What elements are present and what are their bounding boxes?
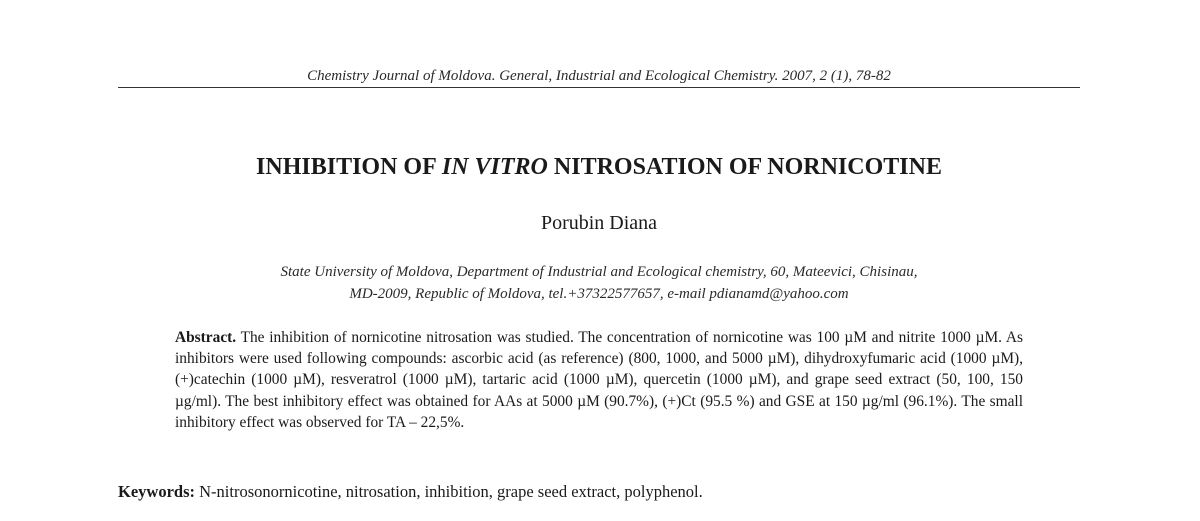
affiliation-line-1: State University of Moldova, Department of Industrial and Ecological chemistry, 60, Mateevici, Chisinau, xyxy=(280,264,918,280)
title-suffix: NITROSATION OF NORNICOTINE xyxy=(547,154,942,180)
keywords-text: N-nitrosonornicotine, nitrosation, inhibition, grape seed extract, polyphenol. xyxy=(195,482,703,501)
title-italic: IN VITRO xyxy=(441,154,548,180)
author-name: Porubin Diana xyxy=(540,212,658,234)
abstract-label: Abstract. xyxy=(175,329,237,346)
keywords-line xyxy=(118,481,1080,503)
author-affiliation xyxy=(150,261,1048,305)
keywords-label: Keywords: xyxy=(118,482,195,501)
title-prefix: INHIBITION OF xyxy=(256,154,442,180)
paper-title xyxy=(118,152,1080,182)
journal-running-header: Chemistry Journal of Moldova. General, Industrial and Ecological Chemistry. 2007, 2 (1), 78-82 xyxy=(307,68,891,84)
abstract-text: The inhibition of nornicotine nitrosation was studied. The concentration of nornicotine was 100 µM and nitrite 1000 µM. As inhibitors were used following compounds: ascorbic acid (as reference) (800, 1000, and 5000 µM), dihydroxyfumaric acid (1000 µM), (+)catechin (1000 µM), resveratrol (1000 µM), tartaric acid (1000 µM), quercetin (1000 µM), and grape seed extract (50, 100, 150 µg/ml). The best inhibitory effect was obtained for AAs at 5000 µM (90.7%), (+)Ct (95.5 %) and GSE at 150 µg/ml (96.1%). The small inhibitory effect was observed for TA – 22,5%. xyxy=(175,329,1023,431)
abstract-paragraph xyxy=(175,327,1023,433)
affiliation-line-2: MD-2009, Republic of Moldova, tel.+37322577657, e-mail pdianamd@yahoo.com xyxy=(349,286,849,302)
header-divider xyxy=(118,87,1080,88)
